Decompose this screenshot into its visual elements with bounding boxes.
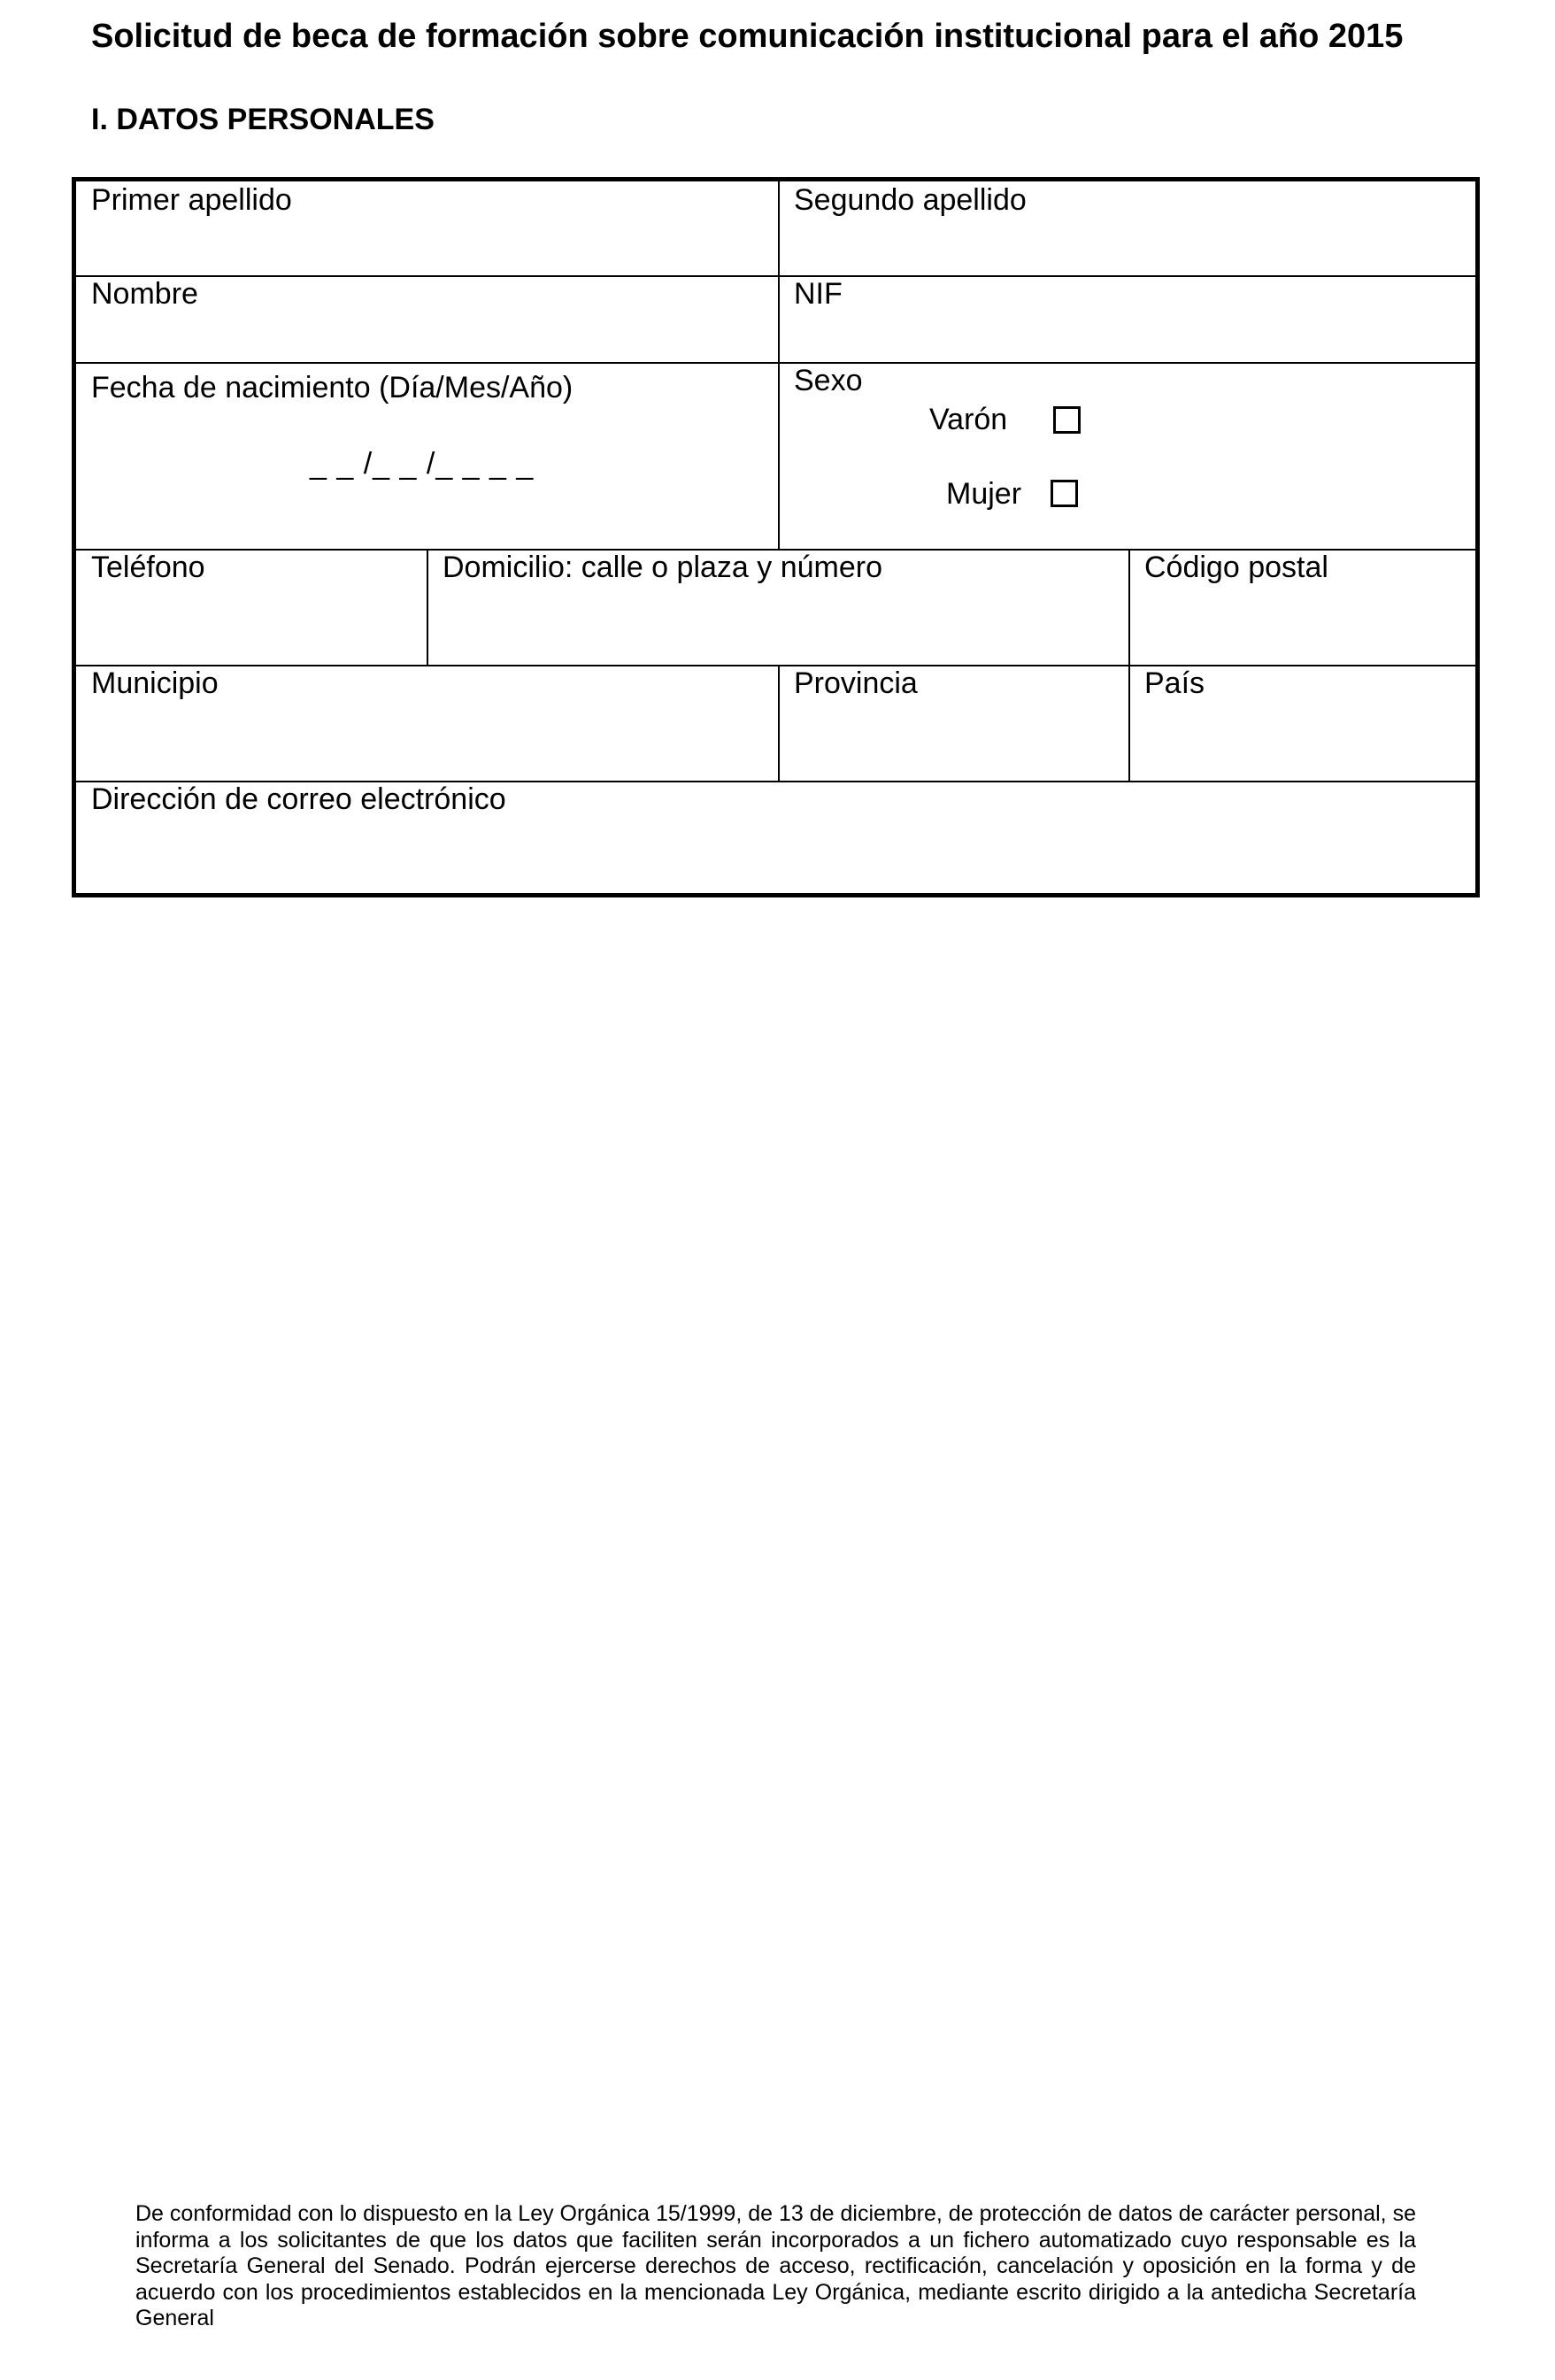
- row-divider: [76, 362, 1475, 364]
- row-divider: [76, 665, 1475, 666]
- sexo-label: Sexo: [794, 364, 863, 397]
- municipio-field[interactable]: Municipio: [91, 666, 219, 700]
- column-divider: [427, 549, 428, 666]
- privacy-note: De conformidad con lo dispuesto en la Ley Orgánica 15/1999, de 13 de diciembre, de protección de datos de carácter personal, se informa a los solicitantes de que los datos que faciliten serán incorporados a un fichero automatizado cuyo responsable es la Secretaría General del Senado. Podrán ejercerse derechos de acceso, rectificación, cancelación y oposición en la forma y de acuerdo con los procedimientos establecidos en la mencionada Ley Orgánica, mediante escrito dirigido a la antedicha Secretaría General: [135, 2201, 1416, 2330]
- section-heading: I. DATOS PERSONALES: [91, 103, 435, 136]
- column-divider: [778, 665, 780, 782]
- domicilio-field[interactable]: Domicilio: calle o plaza y número: [443, 551, 882, 584]
- document-title: Solicitud de beca de formación sobre comunicación institucional para el año 2015: [91, 18, 1404, 55]
- fecha-nacimiento-mask[interactable]: _ _ /_ _ /_ _ _ _: [310, 447, 535, 481]
- correo-electronico-field[interactable]: Dirección de correo electrónico: [91, 782, 506, 816]
- varon-label: Varón: [929, 403, 1008, 436]
- segundo-apellido-field[interactable]: Segundo apellido: [794, 183, 1027, 217]
- primer-apellido-field[interactable]: Primer apellido: [91, 183, 292, 217]
- mujer-checkbox[interactable]: [1051, 480, 1078, 507]
- fecha-nacimiento-field[interactable]: Fecha de nacimiento (Día/Mes/Año): [91, 371, 574, 404]
- codigo-postal-field[interactable]: Código postal: [1144, 551, 1328, 584]
- nif-field[interactable]: NIF: [794, 277, 843, 311]
- nombre-field[interactable]: Nombre: [91, 277, 198, 311]
- mujer-label: Mujer: [946, 477, 1022, 511]
- column-divider: [1128, 549, 1130, 782]
- telefono-field[interactable]: Teléfono: [91, 551, 205, 584]
- personal-data-form: [72, 177, 1480, 897]
- varon-checkbox[interactable]: [1053, 406, 1081, 434]
- row-divider: [76, 275, 1475, 277]
- provincia-field[interactable]: Provincia: [794, 666, 918, 700]
- column-divider: [778, 181, 780, 551]
- pais-field[interactable]: País: [1144, 666, 1205, 700]
